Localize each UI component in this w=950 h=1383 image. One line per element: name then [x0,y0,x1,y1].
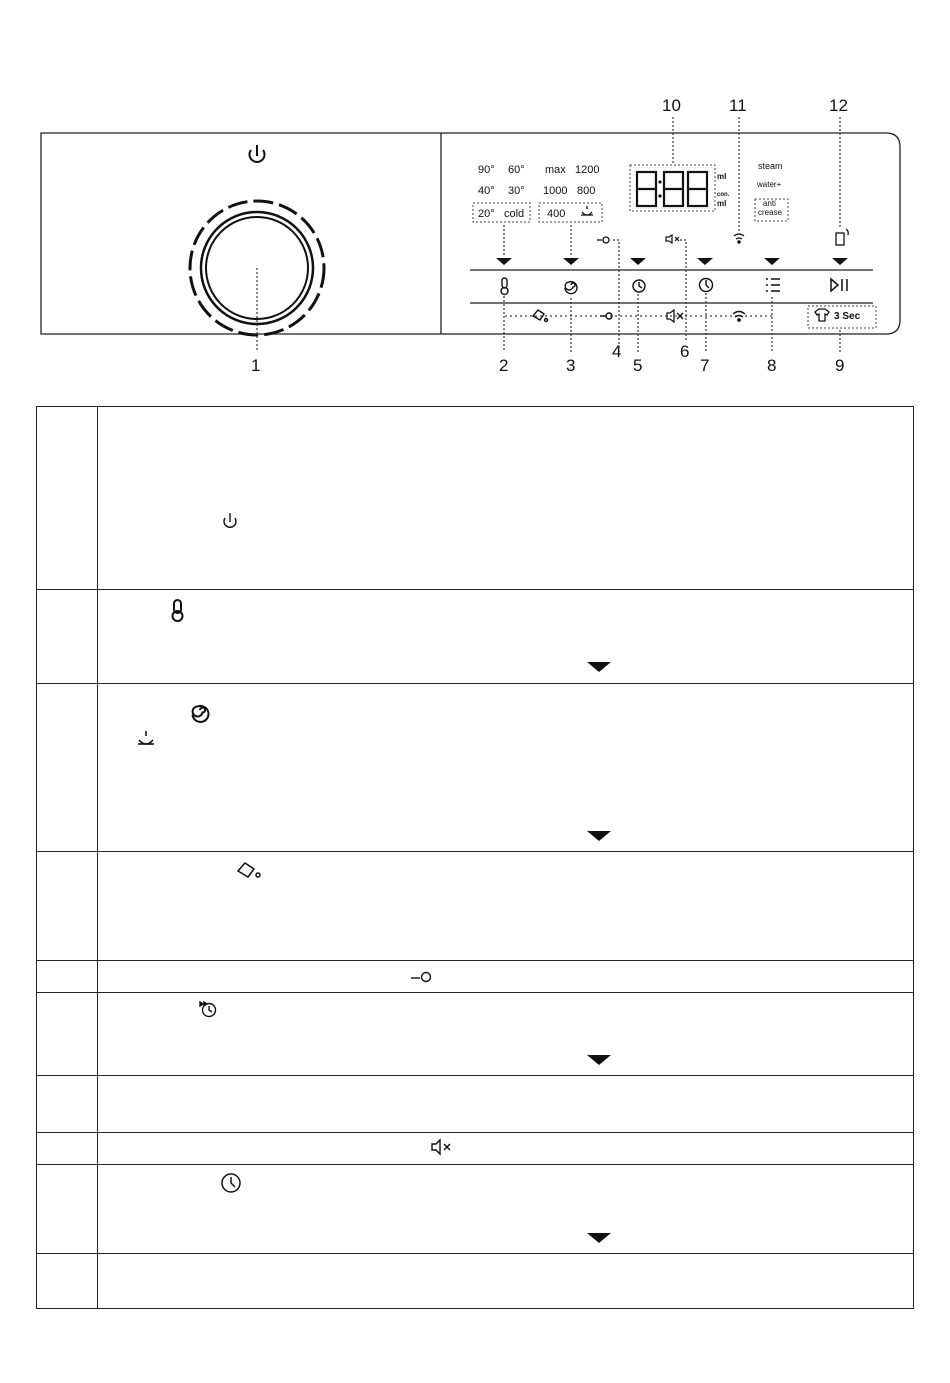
table-indicator-triangle [587,1233,611,1243]
temp-cold: cold [504,208,525,220]
display-unit-ml2: ml [717,199,727,208]
hold-3sec-label: 3 Sec [834,311,861,322]
temp-40: 40° [478,185,495,197]
spin-1000: 1000 [543,185,568,197]
callout-4: 4 [612,342,622,361]
delay-end-icon [633,280,645,292]
play-pause-icon [831,279,847,291]
table-power-icon [224,513,236,527]
callout-9: 9 [835,356,845,375]
table-indicator-triangle [587,831,611,841]
options-list-icon [766,279,780,291]
option-crease: crease [758,208,783,217]
thermometer-icon [501,278,508,295]
sound-off-icon [666,235,679,243]
callout-6: 6 [680,342,690,361]
callout-2: 2 [499,356,509,375]
seven-segment-display [637,172,707,206]
table-delay-end-icon [200,1002,216,1017]
wifi-icon-row [733,312,745,322]
table-clock-icon [222,1174,240,1192]
power-icon [250,145,265,162]
remote-icon [836,229,848,245]
hold-shirt-icon [815,309,829,321]
spin-icon [565,282,577,294]
table-detergent-icon [238,863,260,877]
temp-20: 20° [478,208,495,220]
table-sound-off-icon [432,1140,450,1154]
control-panel-diagram [0,0,950,400]
clock-icon [700,279,713,292]
display-unit-ml: ml [717,172,727,181]
callout-10: 10 [662,96,681,115]
spin-max: max [545,164,566,176]
temp-60: 60° [508,164,525,176]
option-water-plus: water+ [757,180,782,189]
callout-12: 12 [829,96,848,115]
table-icons [0,400,950,1320]
option-anti: anti [763,199,776,208]
display-unit-con: con. [717,192,730,198]
callout-11: 11 [729,96,747,115]
button-indicators [496,258,848,265]
wifi-icon [734,234,744,243]
table-spin-icon [193,706,209,722]
spin-800: 800 [577,185,596,197]
callout-7: 7 [700,356,710,375]
callout-1: 1 [251,356,261,375]
table-rinse-hold-icon [138,731,154,744]
callout-8: 8 [767,356,777,375]
table-indicator-triangle [587,662,611,672]
table-thermometer-icon [173,600,183,621]
temp-30: 30° [508,185,525,197]
callout-3: 3 [566,356,576,375]
option-steam: steam [758,161,783,171]
table-child-lock-icon [411,973,431,982]
spin-1200: 1200 [575,164,600,176]
temp-90: 90° [478,164,495,176]
program-dial [190,201,324,352]
callout-5: 5 [633,356,643,375]
rinse-hold-icon [581,206,593,215]
table-indicator-triangle [587,1055,611,1065]
spin-400: 400 [547,208,566,220]
child-lock-icon [597,237,609,243]
